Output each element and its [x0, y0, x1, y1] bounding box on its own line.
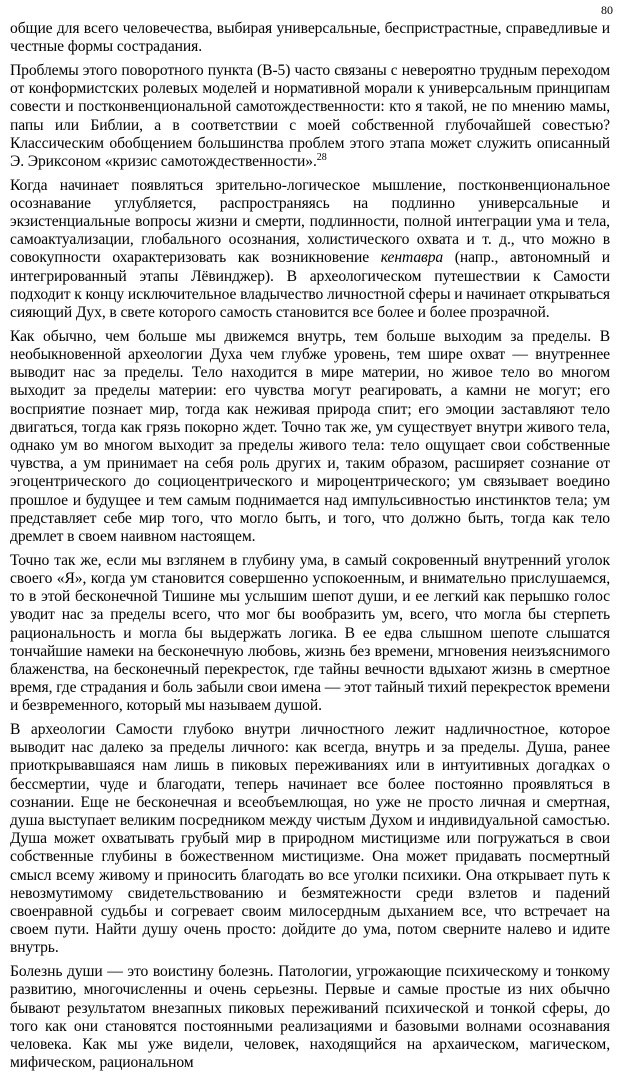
- page-number: 80: [601, 3, 613, 17]
- paragraph-soul-whisper: Точно так же, если мы взглянем в глубину ума, в самый сокровенный внутренний уголок своего «Я», когда ум становится совершенно успокоенным, и внимательно прислушаемся, то в этой бесконечной Тишине мы услышим шепот души, и ее легкий как перышко голос уводит нас за пределы всего, что мог бы вообразить ум, всего, что могла бы стерпеть рациональность и могла бы выдержать логика. В ее едва слышном шепоте слышатся тончайшие намеки на бесконечную любовь, жизнь без времени, мгновения неизъяснимого блаженства, на бесконечный перекресток, где тайны вечности вдыхают жизнь в смертное время, где страдания и боль забыли свои имена — этот тайный тихий перекресток времени и безвременного, который мы называем душой.: [10, 551, 610, 715]
- footnote-reference[interactable]: 28: [316, 151, 327, 163]
- paragraph-text: Проблемы этого поворотного пункта (В-5) часто связаны с невероятно трудным переходом от конформистских ролевых моделей и нормативной морали к универсальным принципам совести и постконвенциональной самотождественности: кто я такой, не по мнению мамы, папы или Библии, а в соответствии с моей собственной глубочайшей совестью? Классическим обобщением большинства проблем этого этапа может служить описанный Э. Эриксоном «кризис самотождественности».: [10, 61, 610, 170]
- paragraph-transition-problems: [10, 62, 610, 171]
- paragraph-archeology-self: В археологии Самости глубоко внутри личностного лежит надличностное, которое выводит нас далеко за пределы личного: как всегда, внутрь и за пределы. Душа, ранее приоткрывавшаяся нам лишь в пиковых переживаниях или в интуитивных догадках о бессмертии, чуде и благодати, теперь начинает все более постоянно проявляться в сознании. Еще не бесконечная и всеобъемлющая, но уже не просто личная и смертная, душа выступает великим посредником между чистым Духом и индивидуальной самостью. Душа может охватывать грубый мир в природном мистицизме или погружаться в свои собственные глубины в божественном мистицизме. Она может придавать посмертный смысл всему живому и приносить благодать во все уголки психики. Она открывает путь к невозмутимому свидетельствованию и безмятежности среди взлетов и падений своенравной судьбы и согревает своим милосердным дыханием все, что встречает на своем пути. Найти душу очень просто: дойдите до ума, потом сверните налево и идите внутрь.: [10, 721, 610, 957]
- emphasis-term: кентавра: [380, 249, 444, 267]
- document-body: [10, 20, 610, 1078]
- paragraph-centaur: [10, 177, 610, 323]
- paragraph-text: (напр., автономный и интегрированный этапы Лёвинджер). В археологическом путешествии к Самости подходит к концу исключительное владычество личностной сферы и начинает открываться сияющий Дух, в свете которого самость становится все более и более прозрачной.: [10, 249, 610, 322]
- paragraph-soul-illness: Болезнь души — это воистину болезнь. Патологии, угрожающие психическому и тонкому развитию, многочисленны и очень серьезны. Первые и самые простые из них обычно бывают результатом внезапных пиковых переживаний психической и тонкой сферы, до того как они становятся постоянными реализациями и базовыми волнами осознавания человека. Как мы уже видели, человек, находящийся на архаическом, магическом, мифическом, рациональном: [10, 963, 610, 1072]
- paragraph-inward-beyond: Как обычно, чем больше мы движемся внутрь, тем больше выходим за пределы. В необыкновенной археологии Духа чем глубже уровень, тем шире охват — внутреннее выводит нас за пределы. Тело находится в мире материи, но живое тело во многом выходит за пределы материи: его чувства могут реагировать, а камни не могут; его восприятие познает мир, тогда как неживая природа спит; его эмоции заставляют тело двигаться, тогда как грязь покорно ждет. Точно так же, ум существует внутри живого тела, однако ум во многом выходит за пределы живого тела: тело ощущает свои собственные чувства, а ум принимает на себя роль других и, таким образом, расширяет сознание от эгоцентрического до социоцентрического и мироцентрического; ум связывает воедино прошлое и будущее и тем самым поднимается над импульсивностью инстинктов тела; ум представляет себе мир того, что могло быть, и того, что должно быть, тогда как тело дремлет в своем наивном настоящем.: [10, 327, 610, 545]
- paragraph-text: Когда начинает появляться зрительно-логическое мышление, постконвенциональное осознавание углубляется, распространяясь на подлинно универсальные и экзистенциальные вопросы жизни и смерти, подлинности, полной интеграции ума и тела, самоактуализации, глобального осознания, холистического охвата и т. д., что можно в совокупности охарактеризовать как возникновение: [10, 176, 610, 267]
- paragraph-continuation: общие для всего человечества, выбирая универсальные, беспристрастные, справедливые и честные формы сострадания.: [10, 20, 610, 56]
